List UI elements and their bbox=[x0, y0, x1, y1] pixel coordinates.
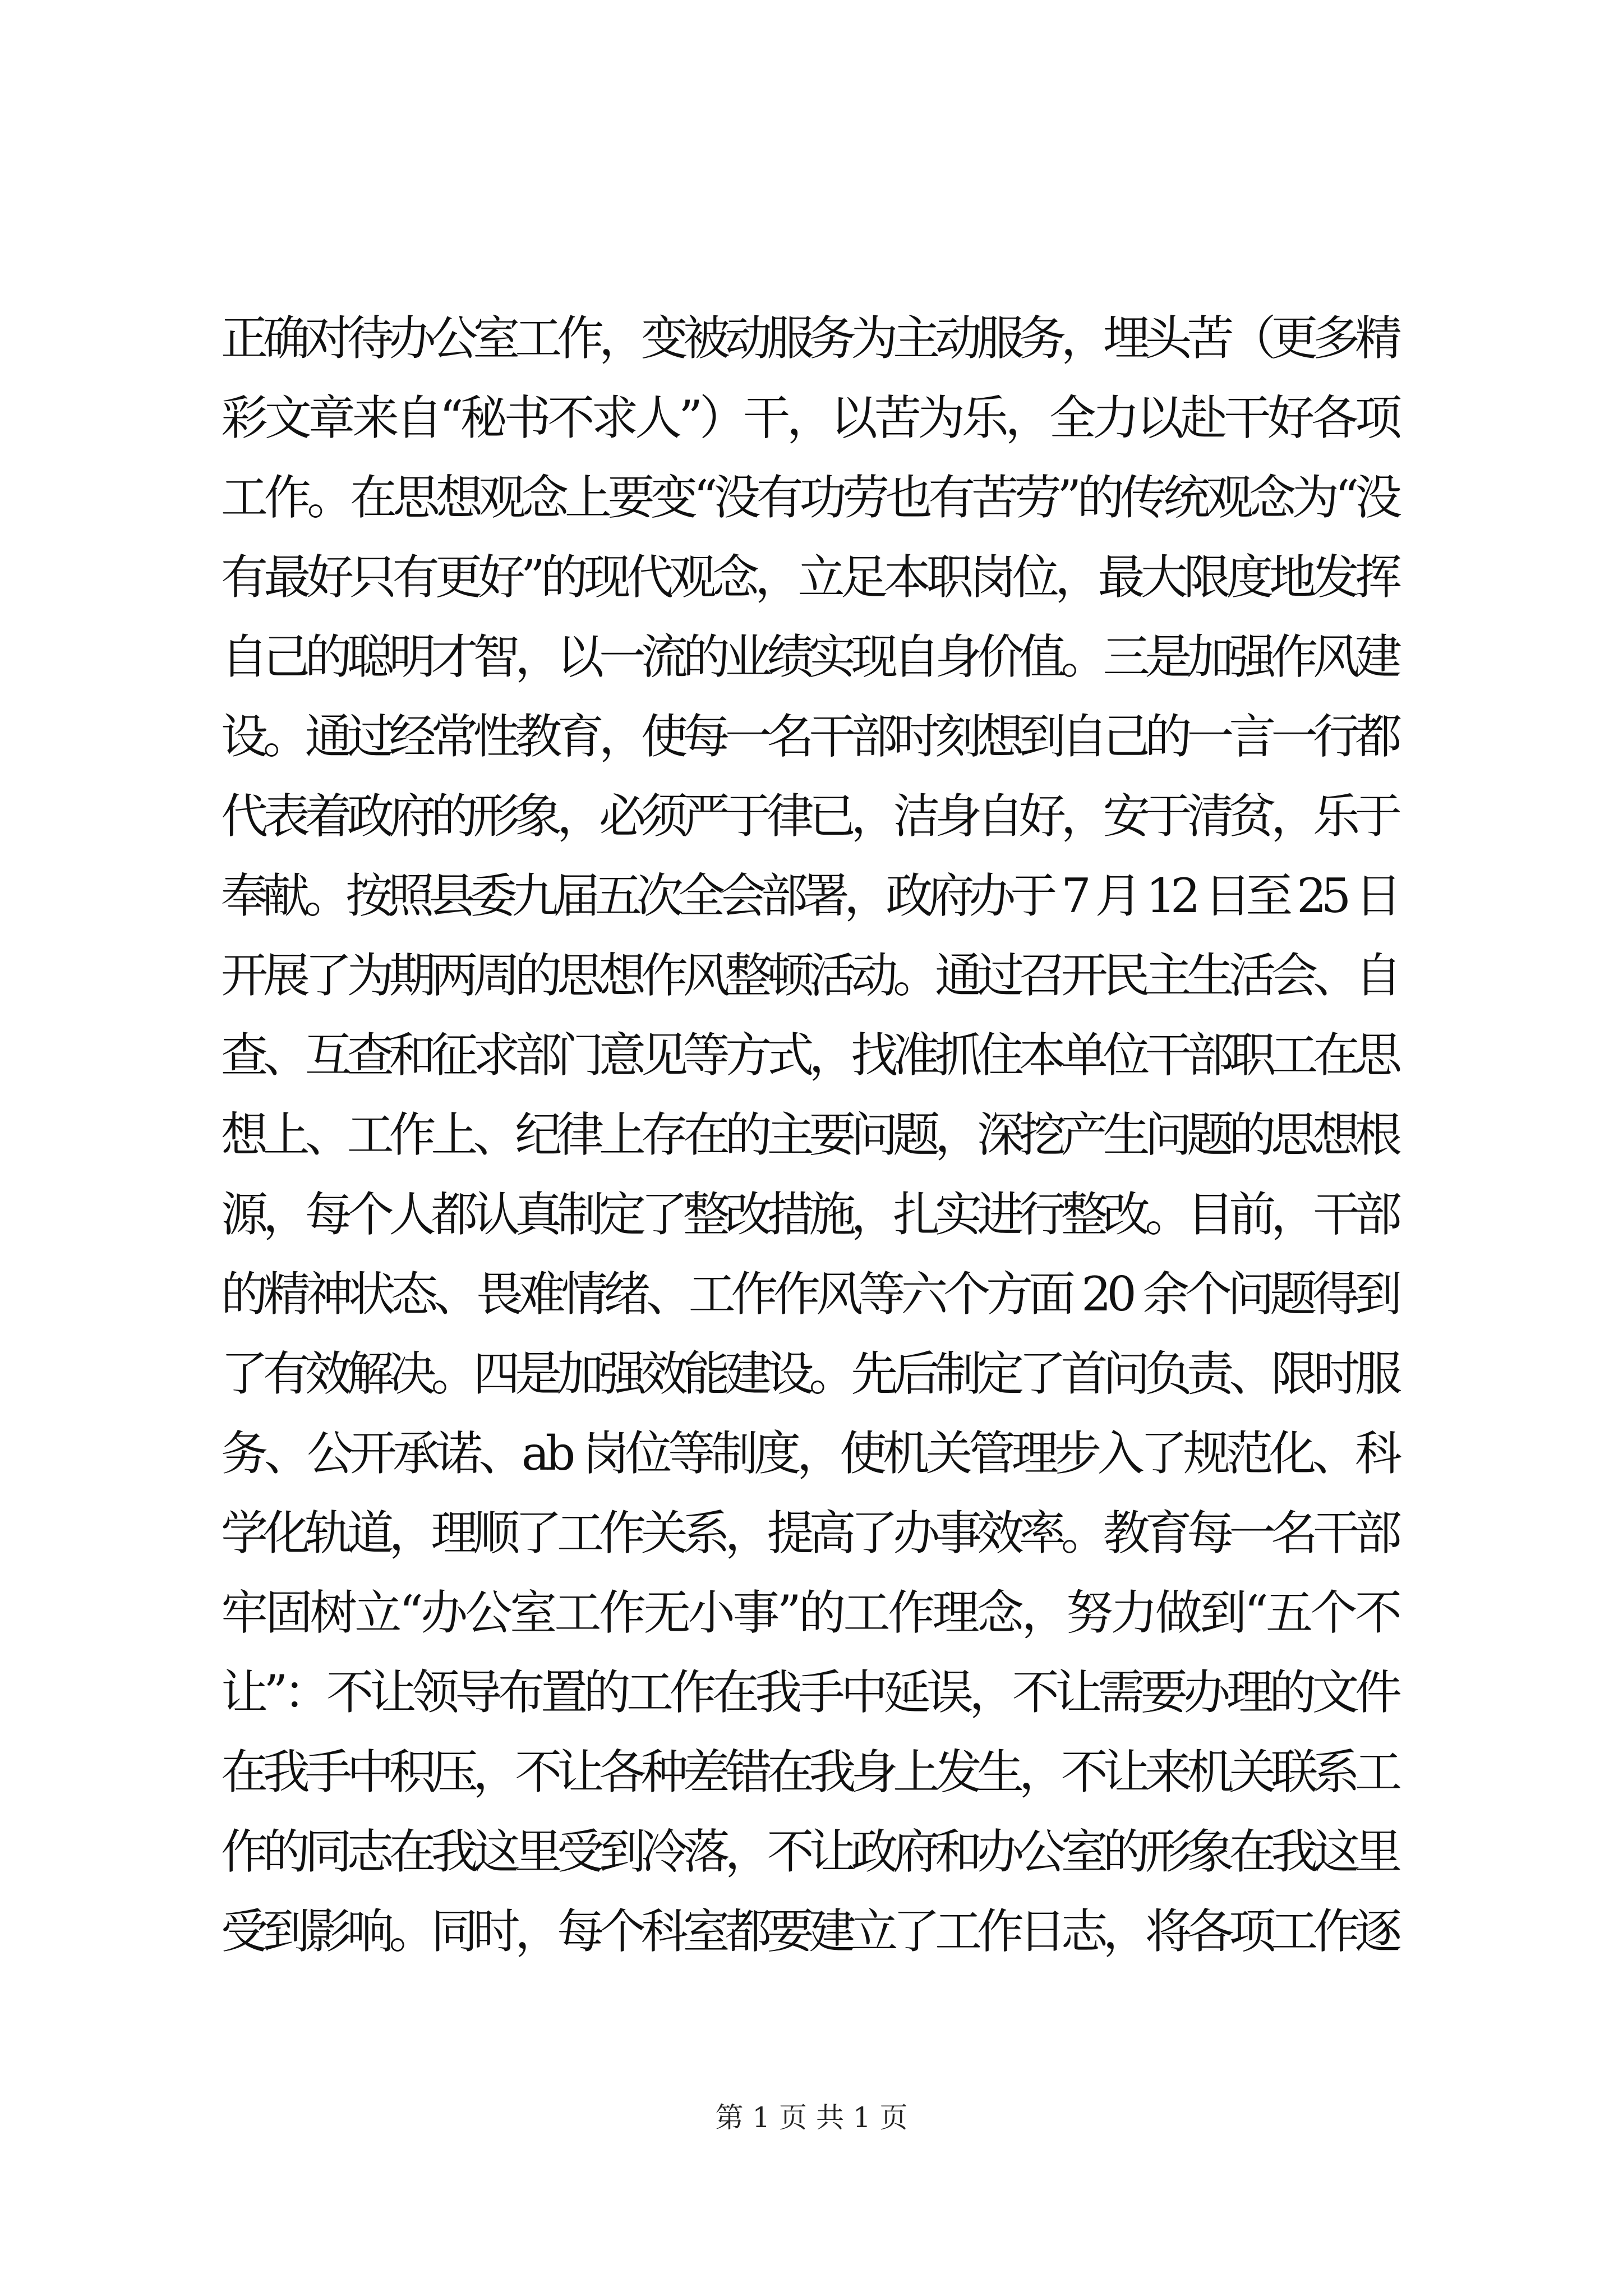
text-line: 了有效解决。四是加强效能建设。先后制定了首问负责、限时服 bbox=[221, 1346, 1397, 1401]
text-line: 自己的聪明才智，以一流的业绩实现自身价值。三是加强作风建 bbox=[221, 629, 1397, 684]
text-line: 务、公开承诺、ab 岗位等制度，使机关管理步入了规范化、科 bbox=[221, 1426, 1398, 1481]
text-line: 查、互查和征求部门意见等方式，找准抓住本单位干部职工在思 bbox=[221, 1028, 1397, 1083]
text-line: 工作。在思想观念上要变“没有功劳也有苦劳”的传统观念为“没 bbox=[221, 470, 1398, 525]
text-line: 受到影响。同时，每个科室都要建立了工作日志，将各项工作逐 bbox=[221, 1904, 1397, 1959]
text-line: 代表着政府的形象，必须严于律已，洁身自好，安于清贫，乐于 bbox=[221, 789, 1397, 844]
text-line: 奉献。按照县委九届五次全会部署，政府办于 7 月 12 日至 25 日 bbox=[221, 868, 1397, 923]
text-line: 在我手中积压，不让各种差错在我身上发生，不让来机关联系工 bbox=[221, 1745, 1397, 1800]
text-line: 作的同志在我这里受到冷落，不让政府和办公室的形象在我这里 bbox=[221, 1824, 1397, 1879]
text-line: 让”：不让领导布置的工作在我手中延误，不让需要办理的文件 bbox=[221, 1665, 1398, 1720]
text-line: 学化轨道，理顺了工作关系，提高了办事效率。教育每一名干部 bbox=[221, 1506, 1397, 1561]
page-number-footer: 第 1 页 共 1 页 bbox=[715, 2101, 908, 2134]
text-line: 的精神状态、畏难情绪、工作作风等六个方面 20 余个问题得到 bbox=[221, 1267, 1398, 1322]
body-text bbox=[221, 298, 1402, 1971]
text-line: 想上、工作上、纪律上存在的主要问题，深挖产生问题的思想根 bbox=[221, 1107, 1397, 1162]
text-line: 牢固树立“办公室工作无小事”的工作理念，努力做到“五个不 bbox=[221, 1585, 1400, 1640]
text-line: 源，每个人都认真制定了整改措施，扎实进行整改。目前，干部 bbox=[221, 1187, 1397, 1242]
text-line: 有最好只有更好”的现代观念，立足本职岗位，最大限度地发挥 bbox=[221, 550, 1398, 605]
text-line: 正确对待办公室工作，变被动服务为主动服务，埋头苦（更多精 bbox=[221, 311, 1397, 366]
text-line: 设。通过经常性教育，使每一名干部时刻想到自己的一言一行都 bbox=[221, 709, 1397, 764]
text-line: 彩文章来自“秘书不求人”）干，以苦为乐，全力以赴干好各项 bbox=[221, 390, 1399, 445]
text-line: 开展了为期两周的思想作风整顿活动。通过召开民主生活会、自 bbox=[221, 948, 1397, 1003]
